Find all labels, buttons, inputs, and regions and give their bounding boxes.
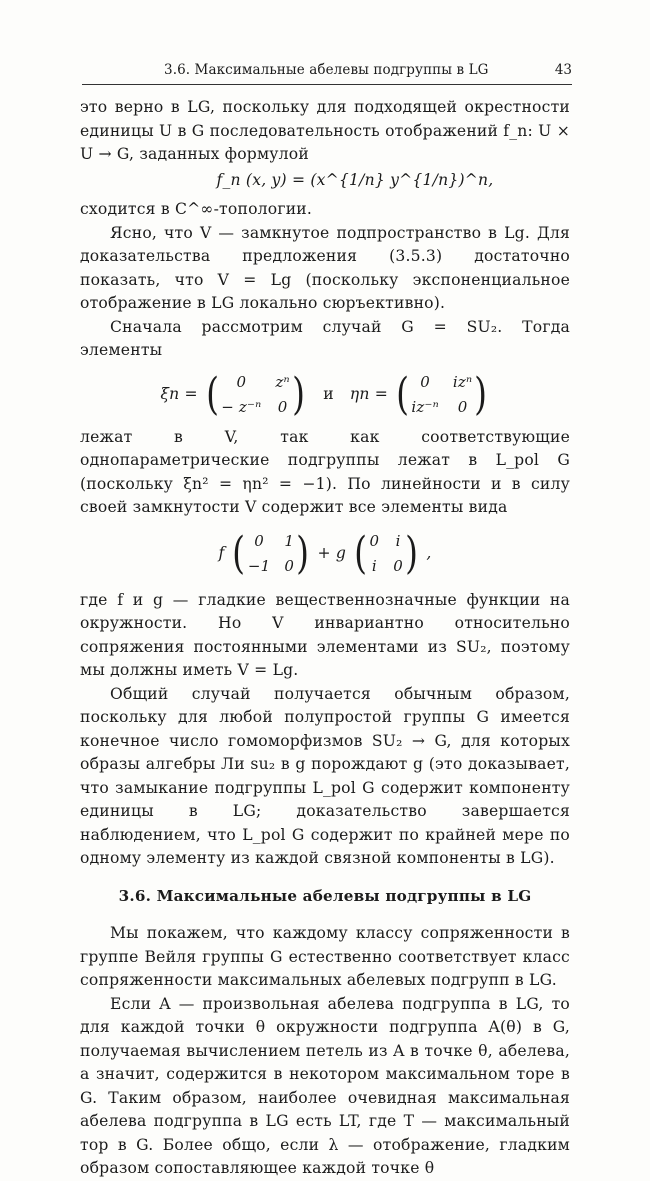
matrix-xi [204,371,307,420]
xi-label: ξn = [160,385,198,404]
matrix-b [352,530,420,579]
matrix-eta [394,371,490,420]
paragraph-8: Мы покажем, что каждому классу сопряженности в группе Вейля группы G естественно соответствует класс сопряженности максимальных абелевых подгрупп в LG. [80,924,570,989]
matrix-cell: 0 [254,531,264,550]
matrix-cell: 0 [369,531,380,550]
formula-fn: f_n (x, y) = (x^{1/n} y^{1/n})^n, [216,170,494,189]
running-head-title: 3.6. Максимальные абелевы подгруппы в LG [164,62,489,78]
matrix-cell: 0 [393,557,403,575]
matrix-cell: 0 [284,557,295,575]
paragraph-1: это верно в LG, поскольку для подходящей окрестности единицы U в G последовательность отображений f_n: U × U → G, заданных формулой [80,98,570,163]
matrix-cell: −1 [247,557,271,575]
matrix-cell: iz⁻ⁿ [411,398,439,416]
right-paren: ) [405,528,419,579]
matrix-cell: 0 [420,372,431,391]
matrix-cell: zⁿ [275,372,290,391]
matrix-cell: 1 [284,531,295,550]
matrix-cell: i [395,531,401,550]
formula-comma: , [426,544,432,563]
paragraph-6: где f и g — гладкие вещественнозначные функции на окружности. Но V инвариантно относительно сопряжения постоянными элементами из SU₂, поэтому мы должны иметь V = Lg. [80,590,570,679]
right-paren: ) [474,369,488,420]
matrix-cell: − z⁻ⁿ [221,398,262,416]
paragraph-7: Общий случай получается обычным образом, поскольку для любой полупростой группы G имеется конечное число гомоморфизмов SU₂ → G, для которых образы алгебры Ли su₂ в g порождают g (это доказывает, что замыкание подгруппы L_pol G содержит компоненту единицы в LG; доказательство завершается наблюдением, что L_pol G содержит по крайней мере по одному элементу из каждой связной компоненты в LG). [80,684,570,867]
left-paren: ( [396,369,410,420]
body-text [80,96,570,1181]
matrix-cell: 0 [236,372,247,391]
left-paren: ( [354,528,368,579]
paragraph-3: Ясно, что V — замкнутое подпространство в Lg. Для доказательства предложения (3.5.3) достаточно показать, что V = Lg (поскольку экспоненциальное отображение в LG локально сюръективно). [80,223,570,312]
matrix-row-fg [80,530,570,579]
left-paren: ( [232,528,246,579]
matrix-cell: izⁿ [452,372,473,391]
running-head [82,62,572,85]
paragraph-9: Если A — произвольная абелева подгруппа в LG, то для каждой точки θ окружности подгруппа A(θ) в G, получаемая вычислением петель из A в точке θ, абелева, а значит, содержится в некотором максимальном торе в G. Таким образом, наиболее очевидная максимальная абелева подгруппа в LG есть LT, где T — максимальный тор в G. Более общо, если λ — отображение, гладким образом сопоставляющее каждой точке θ [80,994,570,1177]
matrix-cell: 0 [457,398,468,416]
section-heading: 3.6. Максимальные абелевы подгруппы в LG [118,886,532,905]
right-paren: ) [296,528,310,579]
matrix-cell: 0 [277,398,288,416]
paragraph-2: сходится в C^∞-топологии. [80,200,313,218]
eta-label: ηn = [349,385,389,404]
and-word: и [323,385,334,404]
plus-g: + g [317,544,347,563]
page-number: 43 [554,62,572,78]
paragraph-5: лежат в V, так как соответствующие однопараметрические подгруппы лежат в L_pol G (поскольку ξn² = ηn² = −1). По линейности и в силу своей замкнутости V содержит все элементы вида [80,427,570,516]
right-paren: ) [292,369,306,420]
matrix-cell: i [371,557,377,575]
matrix-a [230,530,311,579]
left-paren: ( [205,369,220,420]
matrix-row-xi-eta [80,371,570,420]
paragraph-4: Сначала рассмотрим случай G = SU₂. Тогда элементы [80,317,570,359]
f-symbol: f [218,544,225,563]
